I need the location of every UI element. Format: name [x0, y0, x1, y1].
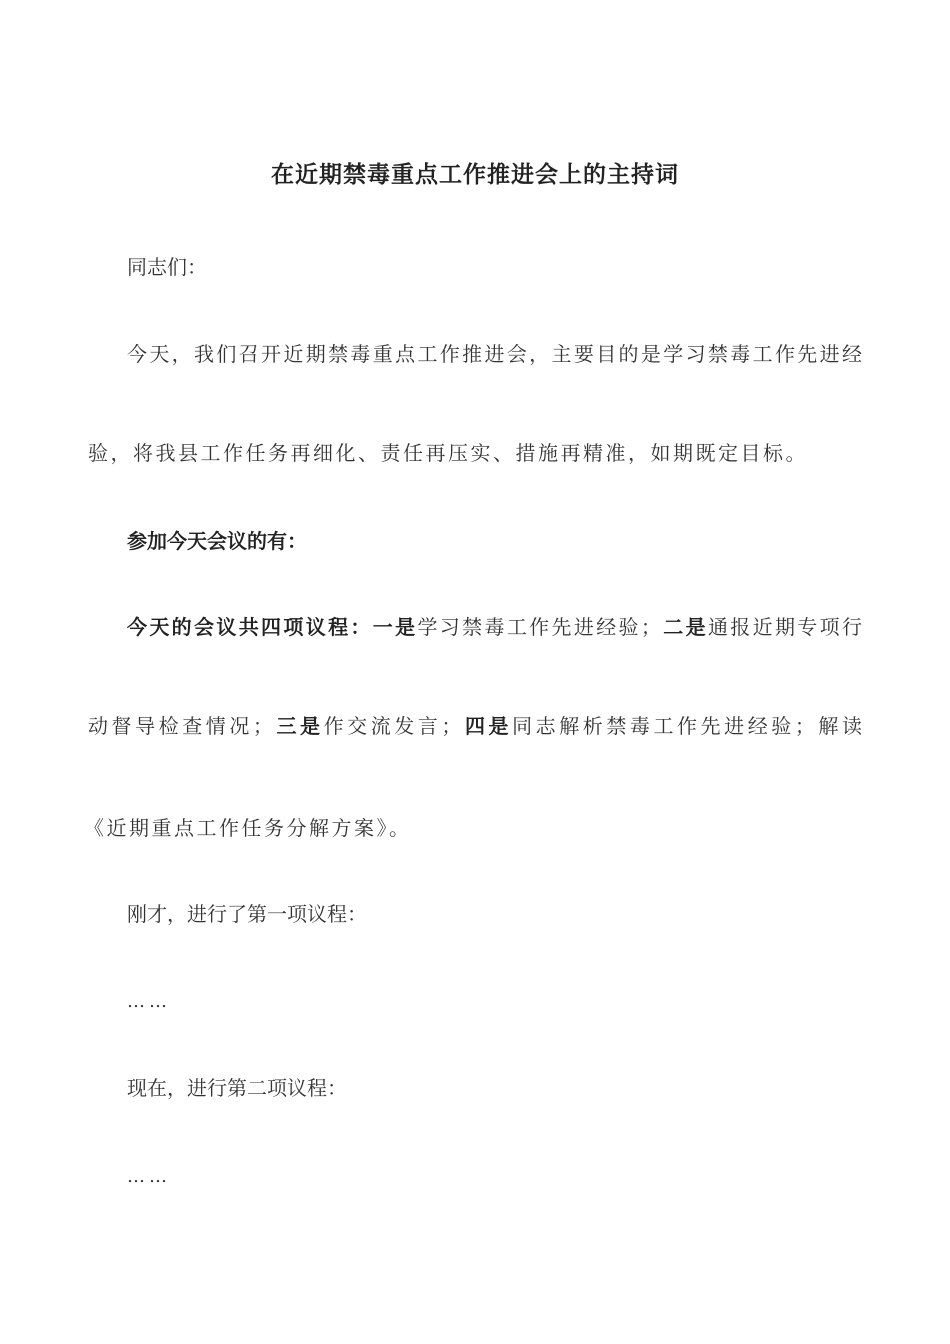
section2-heading: 现在，进行第二项议程：: [127, 1076, 347, 1100]
agenda-item3-text: 作交流发言；: [323, 714, 462, 738]
agenda-item2-text-a: 通报近期专项行: [707, 615, 862, 639]
section1-heading: 刚才，进行了第一项议程：: [127, 902, 367, 926]
agenda-item3-label: 三是: [272, 714, 324, 738]
section1-ellipsis: ……: [127, 991, 171, 1012]
section2-ellipsis: ……: [127, 1166, 171, 1187]
agenda-line-2: [88, 712, 862, 740]
agenda-line-1: [127, 613, 862, 641]
agenda-item2-label: 二是: [660, 615, 708, 639]
document-title: 在近期禁毒重点工作推进会上的主持词: [271, 161, 679, 188]
agenda-item4-label: 四是: [461, 714, 513, 738]
greeting: 同志们：: [127, 255, 207, 279]
agenda-line-3: 《近期重点工作任务分解方案》。: [84, 816, 412, 840]
intro-line-1: 今天，我们召开近期禁毒重点工作推进会，主要目的是学习禁毒工作先进经: [127, 342, 862, 366]
agenda-item1-text: 学习禁毒工作先进经验；: [417, 615, 661, 639]
agenda-item4-text: 同志解析禁毒工作先进经验；解读: [512, 714, 862, 738]
agenda-item2-text-b: 动督导检查情况；: [88, 714, 273, 738]
intro-line-2: 验，将我县工作任务再细化、责任再压实、措施再精准，如期既定目标。: [88, 441, 808, 465]
agenda-lead: 今天的会议共四项议程：: [127, 615, 373, 639]
attendees-line: 参加今天会议的有：: [127, 529, 307, 553]
agenda-item1-label: 一是: [372, 615, 418, 639]
